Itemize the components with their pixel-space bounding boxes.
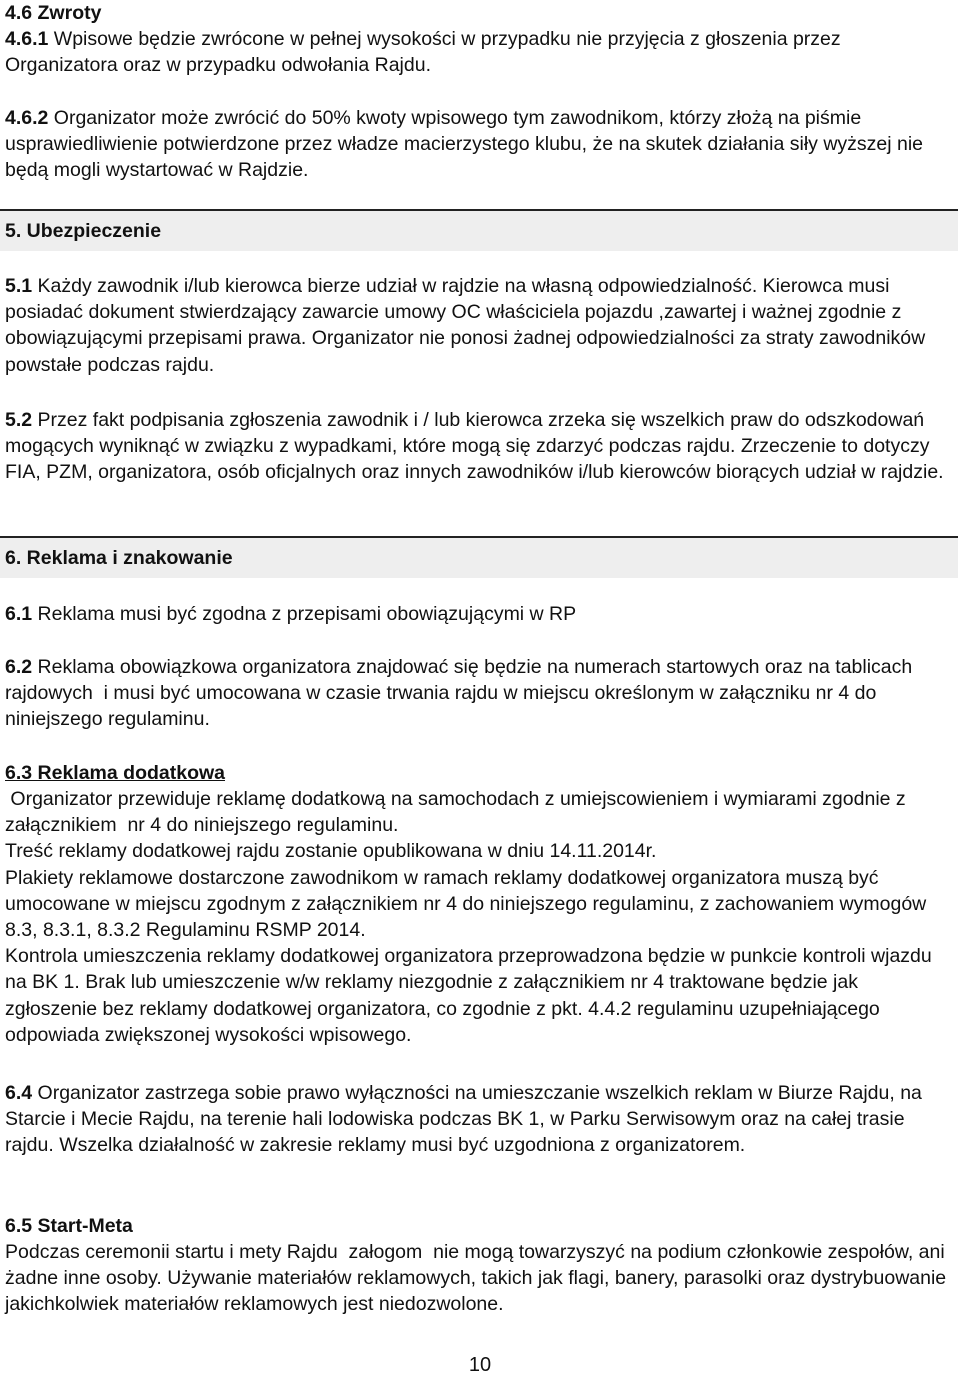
paragraph-number: 4.6.2 — [5, 107, 49, 129]
paragraph-6-4 — [5, 1080, 955, 1159]
section-5-title: 5. Ubezpieczenie — [5, 220, 162, 242]
paragraph-number: 5.2 — [5, 409, 33, 431]
paragraph-6-5-heading: 6.5 Start-Meta — [5, 1215, 133, 1237]
paragraph-6-3-heading: 6.3 Reklama dodatkowa — [5, 762, 226, 784]
paragraph-5-1 — [5, 273, 955, 378]
paragraph-text: Każdy zawodnik i/lub kierowca bierze udział w rajdzie na własną odpowiedzialność. Kierowca musi posiadać dokument stwierdzający zawarcie umowy OC właściciela pojazdu ,zawartej i ważnej zgodnie z obowiązującymi przepisami prawa. Organizator nie ponosi żadnej odpowiedzialności za straty zawodników powstałe podczas rajdu. — [5, 275, 931, 376]
paragraph-6-3-text: Organizator przewiduje reklamę dodatkową na samochodach z umiejscowieniem i wymiarami zgodnie z załącznikiem nr 4 do niniejszego regulaminu. Treść reklamy dodatkowej rajdu zostanie opublikowana w dniu 14.11.2014r. Plakiety reklamowe dostarczone zawodnikom w ramach reklamy dodatkowej organizatora muszą być umocowane w miejscu zgodnym z załącznikiem nr 4 do niniejszego regulaminu, z zachowaniem wymogów 8.3, 8.3.1, 8.3.2 Regulaminu RSMP 2014. Kontrola umieszczenia reklamy dodatkowej organizatora przeprowadzona będzie w punkcie kontroli wjazdu na BK 1. Brak lub umieszczenie w/w reklamy niezgodnie z załącznikiem nr 4 traktowane będzie jak zgłoszenie bez reklamy dodatkowej organizatora, co zgodnie z pkt. 4.4.2 regulaminu uzupełniającego odpowiada zwiększonej wysokości wpisowego. — [5, 788, 932, 1046]
paragraph-6-2 — [5, 654, 955, 733]
paragraph-number: 6.2 — [5, 656, 33, 678]
paragraph-text: Reklama obowiązkowa organizatora znajdować się będzie na numerach startowych oraz na tablicach rajdowych i musi być umocowana w czasie trwania rajdu w miejscu określonym w załączniku nr 4 do niniejszego regulaminu. — [5, 656, 918, 731]
paragraph-number: 6.1 — [5, 603, 33, 625]
paragraph-6-5-text: Podczas ceremonii startu i mety Rajdu załogom nie mogą towarzyszyć na podium członkowie zespołów, ani żadne inne osoby. Używanie materiałów reklamowych, takich jak flagi, banery, parasolki oraz dystrybuowanie jakichkolwiek materiałów reklamowych jest niedozwolone. — [5, 1241, 952, 1316]
paragraph-6-1 — [5, 601, 955, 627]
page-number: 10 — [468, 1354, 492, 1376]
paragraph-5-2 — [5, 407, 955, 486]
paragraph-text: Wpisowe będzie zwrócone w pełnej wysokości w przypadku nie przyjęcia z głoszenia przez Organizatora oraz w przypadku odwołania Rajdu. — [5, 28, 847, 77]
paragraph-4-6-2 — [5, 105, 955, 184]
paragraph-text: Przez fakt podpisania zgłoszenia zawodnik i / lub kierowca zrzeka się wszelkich praw do odszkodowań mogących wyniknąć w związku z wypadkami, które mogą się zdarzyć podczas rajdu. Zrzeczenie to dotyczy FIA, PZM, organizatora, osób oficjalnych oraz innych zawodników i/lub kierowców biorących udział w rajdzie. — [5, 409, 944, 484]
paragraph-number: 5.1 — [5, 275, 33, 297]
paragraph-text: Reklama musi być zgodna z przepisami obowiązującymi w RP — [32, 603, 577, 625]
paragraph-text: Organizator zastrzega sobie prawo wyłączności na umieszczanie wszelkich reklam w Biurze Rajdu, na Starcie i Mecie Rajdu, na terenie hali lodowiska podczas BK 1, w Parku Serwisowym oraz na całej trasie rajdu. Wszelka działalność w zakresie reklamy musi być uzgodniona z organizatorem. — [5, 1082, 928, 1157]
paragraph-number: 4.6.1 — [5, 28, 49, 50]
section-5-header — [0, 209, 958, 251]
section-6-header — [0, 536, 958, 578]
paragraph-number: 6.4 — [5, 1082, 33, 1104]
paragraph-4-6-1 — [5, 26, 955, 78]
section-6-title: 6. Reklama i znakowanie — [5, 547, 233, 569]
paragraph-text: Organizator może zwrócić do 50% kwoty wpisowego tym zawodnikom, którzy złożą na piśmie usprawiedliwienie potwierdzone przez władze macierzystego klubu, że na skutek działania siły wyższej nie będą mogli wystartować w Rajdzie. — [5, 107, 929, 182]
section-4-6-title: 4.6 Zwroty — [5, 2, 102, 24]
